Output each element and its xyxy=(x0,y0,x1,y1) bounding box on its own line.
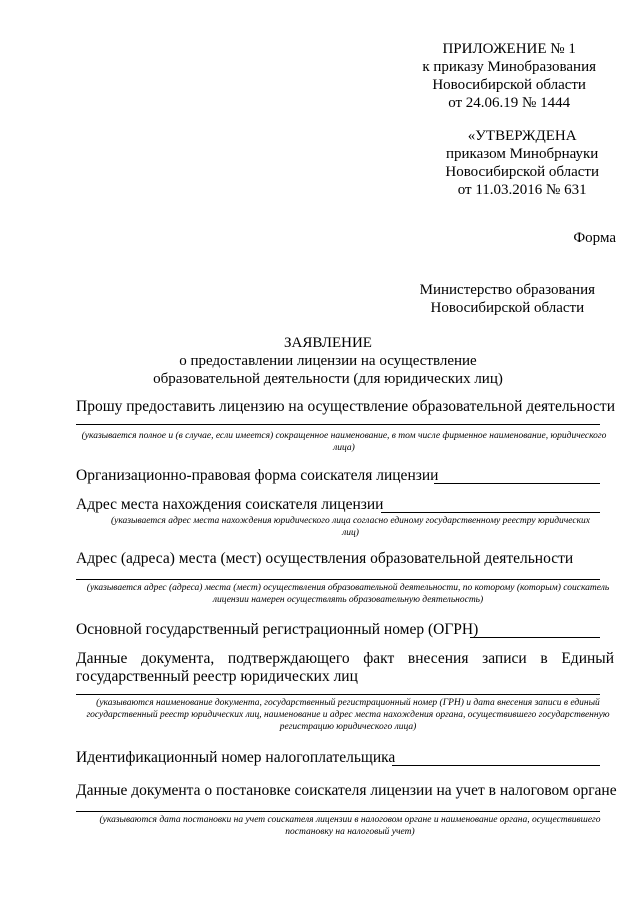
legal-form-label: Организационно-правовая форма соискателя лицензии xyxy=(76,467,439,484)
approved-order-ref: приказом Минобрнауки xyxy=(446,146,599,162)
title-subject: о предоставлении лицензии на осуществление xyxy=(179,353,477,369)
tax-hint: (указываются дата постановки на учет соискателя лицензии в налоговом органе и наименование органа, осуществившего постановку на налоговый учет) xyxy=(99,815,601,837)
address-hint: (указывается адрес места нахождения юридического лица согласно единому государственному реестру юридических лиц) xyxy=(110,516,591,538)
appendix-order-ref: к приказу Минобразования xyxy=(422,59,596,75)
legal-form-line[interactable] xyxy=(434,483,600,484)
document-title xyxy=(8,334,640,388)
activity-address-hint: (указывается адрес (адреса) места (мест) осуществления образовательной деятельности, по которому (которым) соискатель лицензии намерен осуществлять образовательную деятельность) xyxy=(86,583,610,605)
request-hint: (указывается полное и (в случае, если имеется) сокращенное наименование, в том числе фирменное наименование, юридического лица) xyxy=(81,431,607,453)
request-text: Прошу предоставить лицензию на осуществление образовательной деятельности xyxy=(76,398,616,415)
addressee-region: Новосибирской области xyxy=(430,300,585,316)
addressee-ministry: Министерство образования xyxy=(419,282,595,298)
tax-line[interactable] xyxy=(76,811,600,812)
egrul-hint: (указываются наименование документа, государственный регистрационный номер (ГРН) и дата внесения записи в единый государственный реестр юридических лиц, наименование и адрес места нахождения органа, осуществившего государственную регистрацию юридического лица) xyxy=(86,698,610,732)
address-line[interactable] xyxy=(381,512,600,513)
ogrn-line[interactable] xyxy=(470,637,600,638)
appendix-region: Новосибирской области xyxy=(432,77,586,93)
title-subject-cont: образовательной деятельности (для юридических лиц) xyxy=(153,371,503,387)
inn-label: Идентификационный номер налогоплательщика xyxy=(76,749,396,766)
approved-block xyxy=(445,127,599,199)
activity-address-label: Адрес (адреса) места (мест) осуществления образовательной деятельности xyxy=(76,550,574,567)
form-label: Форма xyxy=(573,230,616,246)
appendix-date: от 24.06.19 № 1444 xyxy=(448,95,571,111)
appendix-block xyxy=(422,40,596,112)
tax-label: Данные документа о постановке соискателя лицензии на учет в налоговом органе xyxy=(76,782,617,799)
approved-date: от 11.03.2016 № 631 xyxy=(457,182,587,198)
appendix-title: ПРИЛОЖЕНИЕ № 1 xyxy=(442,41,576,57)
addressee-block xyxy=(420,281,595,317)
title-heading: ЗАЯВЛЕНИЕ xyxy=(284,335,372,351)
ogrn-label: Основной государственный регистрационный номер (ОГРН) xyxy=(76,621,479,638)
approved-title: «УТВЕРЖДЕНА xyxy=(467,128,577,144)
request-line[interactable] xyxy=(76,424,600,425)
egrul-line[interactable] xyxy=(76,694,600,695)
activity-address-line[interactable] xyxy=(76,579,600,580)
address-label: Адрес места нахождения соискателя лицензии xyxy=(76,496,384,513)
egrul-label: Данные документа, подтверждающего факт внесения записи в Единый государственный реестр юридических лиц xyxy=(76,650,614,685)
inn-line[interactable] xyxy=(392,765,600,766)
approved-region: Новосибирской области xyxy=(445,164,599,180)
